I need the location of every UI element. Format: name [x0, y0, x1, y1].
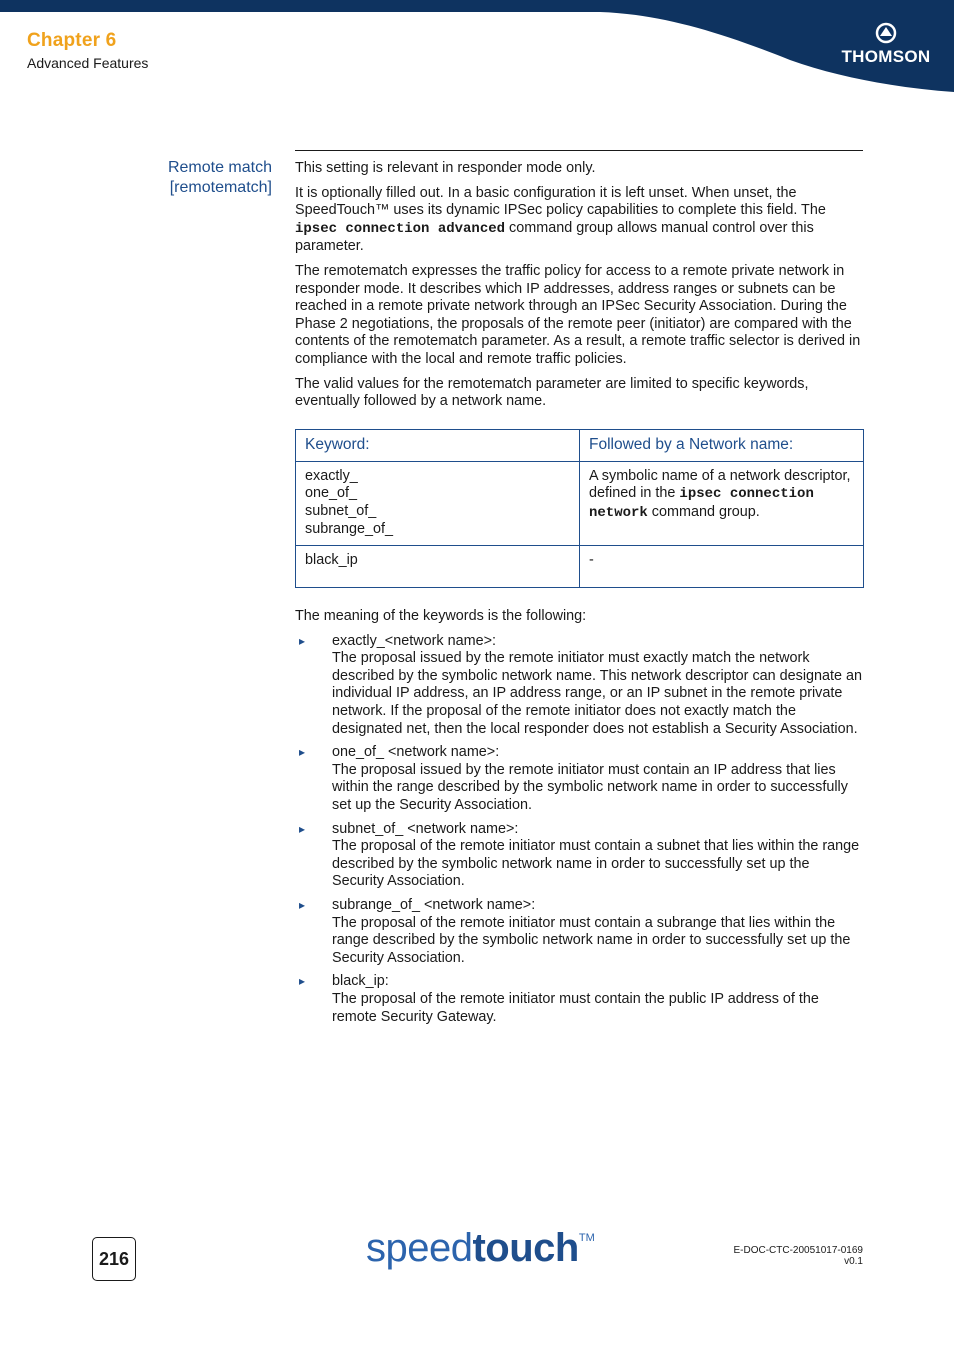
table-cell-description [580, 461, 864, 545]
list-item-text: The proposal of the remote initiator must contain the public IP address of the remote Security Gateway. [332, 990, 819, 1025]
list-item-text: The proposal issued by the remote initiator must exactly match the network described by the symbolic network name. This network descriptor can designate an individual IP address, an IP address range, or an IP subnet in the remote private network. If the proposal of the remote initiator does not exactly match the designated net, then the local responder does not establish a Security Association. [332, 650, 863, 737]
parameter-label-name: Remote match [167, 159, 272, 176]
section-rule [295, 150, 863, 151]
parameter-label-key: [remotematch] [169, 179, 272, 196]
cell-text: A symbolic name of a network descriptor, defined in the [589, 467, 851, 502]
bullet-arrow-icon: ▸ [299, 745, 306, 760]
table-cell-description: - [580, 546, 864, 588]
paragraph-text: It is optionally filled out. In a basic configuration it is left unset. When unset, the SpeedTouch™ uses its dynamic IPSec policy capabilities to complete this field. The [295, 184, 826, 219]
bullet-arrow-icon: ▸ [299, 821, 306, 836]
keyword-item: one_of_ [305, 485, 358, 502]
speedtouch-logo [366, 1226, 595, 1276]
paragraph-optional [295, 185, 863, 256]
paragraph-valid-values: The valid values for the remotematch parameter are limited to specific keywords, eventually followed by a network name. [295, 375, 809, 410]
thomson-logo-icon [875, 22, 897, 44]
paragraph-policy: The remotematch expresses the traffic policy for access to a remote private network in responder mode. It describes which IP addresses, address ranges or subnets can be reached in a remote private network through an IPSec Security Association. During the Phase 2 negotiations, the proposals of the remote peer (initiator) are compared with the contents of the remotematch parameter. As a result, a remote traffic selector is derived in compliance with the local and remote traffic policies. [295, 262, 861, 367]
cell-text: command group. [647, 503, 760, 520]
keyword-item: exactly_ [305, 467, 358, 484]
list-item-title: subrange_of_ <network name>: [332, 897, 536, 913]
header-band [0, 0, 954, 92]
table-cell-keywords [296, 461, 580, 545]
brand-name: THOMSON [841, 47, 931, 66]
table-cell-keywords: black_ip [296, 546, 580, 588]
parameter-description [295, 160, 863, 1032]
meaning-intro: The meaning of the keywords is the following: [295, 608, 587, 625]
list-item [295, 744, 863, 814]
list-item [295, 973, 863, 1026]
chapter-title: Chapter 6 [27, 30, 117, 51]
logo-text-bold: touch [472, 1226, 579, 1270]
list-item [295, 821, 863, 891]
list-item [295, 897, 863, 967]
command-code: ipsec connection advanced [295, 220, 506, 237]
bullet-arrow-icon: ▸ [299, 633, 306, 648]
paragraph-responder: This setting is relevant in responder mode only. [295, 160, 596, 176]
bullet-arrow-icon: ▸ [299, 898, 306, 912]
table-header-row [296, 429, 864, 461]
list-item-text: The proposal of the remote initiator must contain a subnet that lies within the range described by the symbolic network name in order to successfully set up the Security Association. [332, 838, 860, 890]
keyword-meaning-list [295, 633, 863, 1026]
list-item-title: black_ip: [332, 973, 389, 990]
table-row [296, 546, 864, 588]
parameter-label [120, 158, 272, 198]
document-reference: E-DOC-CTC-20051017-0169 v0.1 [733, 1245, 863, 1267]
list-item-text: The proposal issued by the remote initiator must contain an IP address that lies within the range described by the symbolic network name in order to successfully set up the Security Association. [332, 761, 848, 814]
page-number: 216 [92, 1237, 136, 1281]
list-item-title: subnet_of_ <network name>: [332, 820, 519, 837]
logo-text-light: speed [366, 1226, 473, 1270]
table-header-network: Followed by a Network name: [580, 429, 864, 461]
paragraph-text: command group allows manual control over this parameter. [295, 219, 814, 255]
list-item-title: one_of_ <network name>: [332, 744, 500, 761]
bullet-arrow-icon: ▸ [299, 974, 306, 989]
keyword-table [295, 429, 864, 588]
table-row [296, 461, 864, 545]
list-item-title: exactly_<network name>: [332, 632, 496, 649]
keyword-item: subnet_of_ [305, 502, 377, 519]
list-item [295, 633, 863, 739]
command-code: ipsec connection network [589, 486, 814, 521]
keyword-item: subrange_of_ [305, 520, 394, 537]
table-header-keyword: Keyword: [296, 429, 580, 461]
chapter-subtitle: Advanced Features [27, 55, 149, 71]
list-item-text: The proposal of the remote initiator must contain a subrange that lies within the range described by the symbolic network name in order to successfully set up the Security Association. [332, 914, 851, 966]
logo-trademark: TM [578, 1232, 595, 1244]
brand [838, 20, 934, 70]
